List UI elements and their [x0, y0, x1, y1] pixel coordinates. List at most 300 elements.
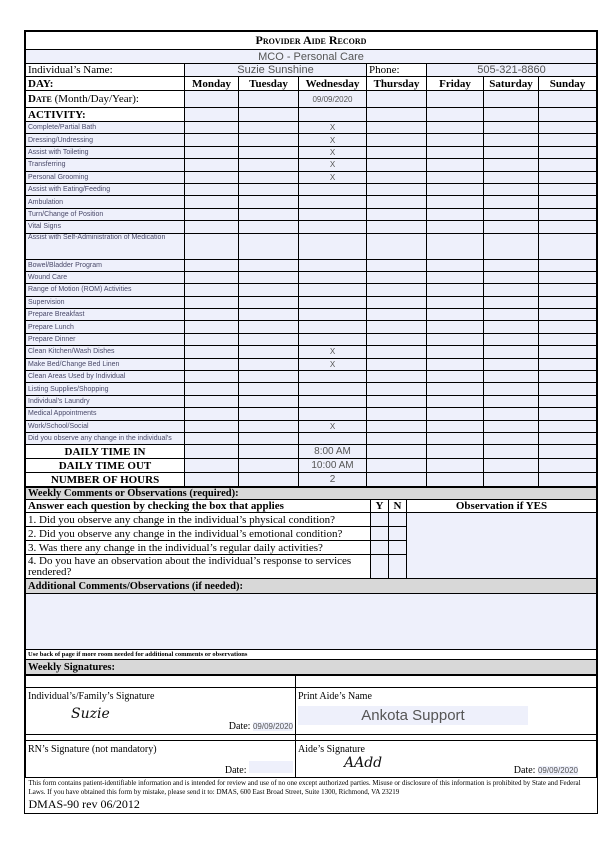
activity-checkbox[interactable] [239, 134, 299, 146]
activity-checkbox[interactable] [185, 383, 239, 395]
activity-row [26, 208, 597, 220]
activity-header-cell [367, 108, 427, 122]
activity-row [26, 432, 597, 444]
time-row-label: DAILY TIME OUT [26, 459, 185, 473]
activity-checkbox[interactable] [427, 408, 484, 420]
activity-checkbox[interactable] [367, 395, 427, 407]
observation-header: Observation if YES [407, 500, 597, 513]
activity-checkbox[interactable] [367, 259, 427, 271]
activity-checkbox[interactable] [427, 196, 484, 208]
activity-checkbox[interactable] [185, 221, 239, 233]
question-1: 1. Did you observe any change in the individual’s physical condition? [26, 513, 371, 527]
activity-checkbox[interactable] [367, 122, 427, 134]
activity-checkbox[interactable] [185, 122, 239, 134]
activity-checkbox[interactable] [539, 221, 597, 233]
activity-checkbox[interactable] [299, 408, 367, 420]
activity-label: Prepare Lunch [26, 321, 185, 333]
day-header-thursday: Thursday [367, 77, 427, 91]
time-field[interactable] [185, 473, 239, 487]
activity-checkbox[interactable] [185, 271, 239, 283]
activity-checkbox[interactable] [239, 171, 299, 183]
activity-header-cell [539, 108, 597, 122]
activity-header-cell [427, 108, 484, 122]
activity-checkbox[interactable] [367, 183, 427, 195]
rn-date-field[interactable] [249, 761, 293, 773]
activity-checkbox[interactable] [539, 371, 597, 383]
activity-checkbox[interactable] [539, 395, 597, 407]
activity-label: Clean Areas Used by Individual [26, 371, 185, 383]
activity-label: Clean Kitchen/Wash Dishes [26, 346, 185, 358]
activity-checkbox[interactable] [367, 309, 427, 321]
activity-checkbox[interactable] [484, 432, 539, 444]
family-signature-label: Individual’s/Family’s Signature [28, 691, 155, 703]
activity-checkbox[interactable] [185, 309, 239, 321]
time-row-label: DAILY TIME IN [26, 445, 185, 459]
activity-checkbox[interactable] [427, 233, 484, 259]
activity-checkbox[interactable]: X [299, 134, 367, 146]
activity-row [26, 196, 597, 208]
activity-checkbox[interactable] [484, 321, 539, 333]
activity-checkbox[interactable] [239, 159, 299, 171]
activity-checkbox[interactable] [367, 196, 427, 208]
activity-checkbox[interactable] [367, 346, 427, 358]
activity-checkbox[interactable] [539, 333, 597, 345]
activity-checkbox[interactable] [484, 221, 539, 233]
activity-checkbox[interactable] [239, 309, 299, 321]
activity-checkbox[interactable] [185, 321, 239, 333]
activity-checkbox[interactable] [367, 208, 427, 220]
activity-checkbox[interactable] [539, 259, 597, 271]
activity-checkbox[interactable] [539, 358, 597, 370]
activity-checkbox[interactable] [484, 383, 539, 395]
time-field[interactable] [367, 445, 427, 459]
rn-date [225, 761, 293, 776]
activity-checkbox[interactable] [484, 346, 539, 358]
activity-checkbox[interactable] [239, 346, 299, 358]
activity-checkbox[interactable] [367, 296, 427, 308]
activity-checkbox[interactable] [239, 432, 299, 444]
activity-checkbox[interactable] [185, 196, 239, 208]
activity-checkbox[interactable] [539, 296, 597, 308]
aide-signature-label: Aide’s Signature [298, 744, 365, 756]
time-field[interactable] [539, 459, 597, 473]
spacer-cell [296, 676, 597, 688]
time-field[interactable] [484, 445, 539, 459]
time-field[interactable] [539, 445, 597, 459]
individual-name-field[interactable]: Suzie Sunshine [185, 64, 367, 77]
activity-checkbox[interactable] [539, 309, 597, 321]
q4-yes-box[interactable] [371, 555, 389, 579]
activity-checkbox[interactable]: X [299, 346, 367, 358]
activity-checkbox[interactable] [299, 309, 367, 321]
q1-yes-box[interactable] [371, 513, 389, 527]
activity-checkbox[interactable] [427, 358, 484, 370]
activity-checkbox[interactable] [427, 208, 484, 220]
activity-checkbox[interactable] [239, 408, 299, 420]
activity-checkbox[interactable] [239, 321, 299, 333]
activity-checkbox[interactable] [484, 408, 539, 420]
activity-row [26, 221, 597, 233]
activity-label: Medical Appointments [26, 408, 185, 420]
activity-row [26, 333, 597, 345]
activity-checkbox[interactable] [367, 333, 427, 345]
activity-row [26, 233, 597, 259]
time-field[interactable] [367, 459, 427, 473]
activity-row [26, 408, 597, 420]
activity-checkbox[interactable] [427, 420, 484, 432]
activity-checkbox[interactable] [539, 134, 597, 146]
activity-checkbox[interactable] [185, 146, 239, 158]
activity-checkbox[interactable] [539, 146, 597, 158]
activity-checkbox[interactable] [539, 284, 597, 296]
activity-row [26, 171, 597, 183]
activity-row [26, 383, 597, 395]
activity-row [26, 259, 597, 271]
activity-checkbox[interactable] [185, 432, 239, 444]
time-row-label: NUMBER OF HOURS [26, 473, 185, 487]
activity-header-cell [484, 108, 539, 122]
activity-checkbox[interactable] [299, 333, 367, 345]
q1-no-box[interactable] [389, 513, 407, 527]
activity-checkbox[interactable] [427, 221, 484, 233]
activity-checkbox[interactable] [484, 309, 539, 321]
activity-checkbox[interactable] [427, 309, 484, 321]
activity-label: Personal Grooming [26, 171, 185, 183]
activity-checkbox[interactable] [367, 284, 427, 296]
activity-row [26, 309, 597, 321]
activity-checkbox[interactable] [185, 208, 239, 220]
activity-checkbox[interactable] [239, 259, 299, 271]
q4-no-box[interactable] [389, 555, 407, 579]
activity-checkbox[interactable] [239, 284, 299, 296]
q2-yes-box[interactable] [371, 527, 389, 541]
activity-label: Individual's Laundry [26, 395, 185, 407]
activity-checkbox[interactable] [299, 271, 367, 283]
activity-label: Listing Supplies/Shopping [26, 383, 185, 395]
phone-field[interactable]: 505-321-8860 [427, 64, 597, 77]
activity-row [26, 146, 597, 158]
time-field[interactable] [427, 445, 484, 459]
time-field[interactable] [239, 473, 299, 487]
aide-signature-cell [296, 741, 597, 778]
activity-checkbox[interactable] [427, 122, 484, 134]
activity-checkbox[interactable] [239, 333, 299, 345]
activity-checkbox[interactable]: X [299, 146, 367, 158]
activity-checkbox[interactable] [484, 196, 539, 208]
activity-checkbox[interactable] [484, 358, 539, 370]
activity-row [26, 395, 597, 407]
date-label [26, 91, 185, 108]
day-header-tuesday: Tuesday [239, 77, 299, 91]
activity-checkbox[interactable] [427, 271, 484, 283]
activity-checkbox[interactable] [539, 122, 597, 134]
time-field[interactable]: 2 [299, 473, 367, 487]
activity-checkbox[interactable] [367, 171, 427, 183]
activity-checkbox[interactable] [367, 408, 427, 420]
activity-checkbox[interactable] [299, 432, 367, 444]
activity-checkbox[interactable] [427, 371, 484, 383]
activity-checkbox[interactable] [239, 296, 299, 308]
family-signature[interactable]: Suzie [71, 706, 110, 723]
q3-yes-box[interactable] [371, 541, 389, 555]
activity-checkbox[interactable] [484, 259, 539, 271]
activity-checkbox[interactable] [239, 146, 299, 158]
observation-field[interactable] [407, 513, 597, 579]
activity-row [26, 296, 597, 308]
activity-checkbox[interactable] [299, 259, 367, 271]
activity-checkbox[interactable] [367, 371, 427, 383]
activity-checkbox[interactable] [299, 183, 367, 195]
activity-label: Complete/Partial Bath [26, 122, 185, 134]
individual-name-label: Individual’s Name: [26, 64, 185, 77]
activity-checkbox[interactable] [539, 171, 597, 183]
activity-checkbox[interactable] [239, 208, 299, 220]
activity-checkbox[interactable] [427, 432, 484, 444]
date-field-friday[interactable] [427, 91, 484, 108]
activity-label: Transferring [26, 159, 185, 171]
time-field[interactable] [427, 473, 484, 487]
activity-checkbox[interactable] [484, 371, 539, 383]
activity-checkbox[interactable] [427, 146, 484, 158]
back-page-note: Use back of page if more room needed for additional comments or observations [26, 650, 597, 660]
activity-checkbox[interactable] [239, 371, 299, 383]
activity-checkbox[interactable] [185, 134, 239, 146]
activity-checkbox[interactable] [239, 383, 299, 395]
activity-checkbox[interactable] [299, 196, 367, 208]
activity-checkbox[interactable]: X [299, 171, 367, 183]
weekly-signatures-header: Weekly Signatures: [26, 660, 597, 675]
activity-checkbox[interactable] [539, 321, 597, 333]
activity-checkbox[interactable]: X [299, 122, 367, 134]
activity-checkbox[interactable] [484, 134, 539, 146]
activity-checkbox[interactable] [239, 122, 299, 134]
time-field[interactable] [539, 473, 597, 487]
activity-label: Turn/Change of Position [26, 208, 185, 220]
activity-checkbox[interactable] [239, 221, 299, 233]
date-field-tuesday[interactable] [239, 91, 299, 108]
date-field-thursday[interactable] [367, 91, 427, 108]
activity-checkbox[interactable] [427, 171, 484, 183]
activity-checkbox[interactable] [484, 183, 539, 195]
time-row [26, 445, 597, 459]
activity-row [26, 159, 597, 171]
activity-checkbox[interactable] [539, 208, 597, 220]
activity-checkbox[interactable] [427, 159, 484, 171]
disclaimer: This form contains patient-identifiable information and is intended for review and use of no one except authorized parties. Misuse or disclosure of this information is prohibited by State and Federal Laws. If you have obtained this form by mistake, please send it to: DMAS, 600 East Broad Street, Suite 1300, Richmond, VA 23219 [28, 779, 581, 797]
activity-row [26, 346, 597, 358]
activity-checkbox[interactable] [185, 159, 239, 171]
additional-comments-field[interactable] [26, 594, 597, 650]
activity-checkbox[interactable] [539, 196, 597, 208]
date-label-rest: (Month/Day/Year): [51, 93, 139, 105]
activity-checkbox[interactable] [427, 284, 484, 296]
date-field-monday[interactable] [185, 91, 239, 108]
activity-checkbox[interactable] [185, 346, 239, 358]
activity-checkbox[interactable] [367, 383, 427, 395]
date-field-wednesday[interactable]: 09/09/2020 [299, 91, 367, 108]
activity-label: Ambulation [26, 196, 185, 208]
time-field[interactable] [367, 473, 427, 487]
activity-checkbox[interactable] [299, 383, 367, 395]
activity-checkbox[interactable] [299, 221, 367, 233]
activity-checkbox[interactable] [367, 358, 427, 370]
activity-checkbox[interactable] [367, 321, 427, 333]
activity-checkbox[interactable] [367, 159, 427, 171]
activity-checkbox[interactable] [484, 122, 539, 134]
activity-checkbox[interactable] [539, 233, 597, 259]
date-field-sunday[interactable] [539, 91, 597, 108]
activity-row [26, 271, 597, 283]
activity-checkbox[interactable] [299, 296, 367, 308]
activity-checkbox[interactable]: X [299, 420, 367, 432]
activity-checkbox[interactable] [185, 259, 239, 271]
activity-checkbox[interactable] [427, 333, 484, 345]
program-field[interactable]: MCO - Personal Care [26, 50, 597, 64]
print-aide-label: Print Aide’s Name [298, 691, 372, 703]
activity-checkbox[interactable] [367, 146, 427, 158]
form-id: DMAS-90 rev 06/2012 [28, 797, 140, 812]
activity-label: Work/School/Social [26, 420, 185, 432]
weekly-grid [25, 31, 597, 487]
activity-checkbox[interactable] [484, 420, 539, 432]
time-field[interactable] [185, 445, 239, 459]
time-field[interactable] [484, 473, 539, 487]
activity-checkbox[interactable] [185, 183, 239, 195]
activity-label: Did you observe any change in the individual's [26, 432, 185, 444]
activity-checkbox[interactable] [299, 395, 367, 407]
activity-header-cell [239, 108, 299, 122]
activity-checkbox[interactable] [539, 159, 597, 171]
activity-checkbox[interactable] [239, 271, 299, 283]
date-field-saturday[interactable] [484, 91, 539, 108]
aide-signature[interactable]: AAdd [344, 755, 383, 772]
activity-checkbox[interactable] [484, 208, 539, 220]
rn-signature-label: RN’s Signature (not mandatory) [28, 744, 157, 756]
activity-checkbox[interactable] [367, 432, 427, 444]
activity-checkbox[interactable] [539, 383, 597, 395]
activity-checkbox[interactable] [239, 196, 299, 208]
day-header-friday: Friday [427, 77, 484, 91]
activity-checkbox[interactable] [185, 171, 239, 183]
activity-checkbox[interactable] [299, 321, 367, 333]
activity-checkbox[interactable] [427, 383, 484, 395]
activity-label: Vital Signs [26, 221, 185, 233]
day-label: DAY: [26, 77, 185, 91]
family-date-field[interactable]: 09/09/2020 [252, 722, 293, 732]
time-field[interactable] [484, 459, 539, 473]
day-header-saturday: Saturday [484, 77, 539, 91]
activity-checkbox[interactable] [367, 271, 427, 283]
activity-checkbox[interactable] [185, 395, 239, 407]
activity-label: Supervision [26, 296, 185, 308]
aide-name-field[interactable]: Ankota Support [298, 706, 528, 725]
time-field[interactable] [427, 459, 484, 473]
q3-no-box[interactable] [389, 541, 407, 555]
activity-checkbox[interactable] [539, 346, 597, 358]
time-row [26, 459, 597, 473]
activity-label: Assist with Self-Administration of Medication [26, 233, 185, 259]
activity-checkbox[interactable] [427, 321, 484, 333]
question-4: 4. Do you have an observation about the individual’s response to services rendered? [26, 555, 371, 579]
activity-checkbox[interactable] [427, 259, 484, 271]
activity-checkbox[interactable] [185, 358, 239, 370]
activity-checkbox[interactable] [299, 371, 367, 383]
day-header-monday: Monday [185, 77, 239, 91]
yes-header: Y [371, 500, 389, 513]
activity-checkbox[interactable] [239, 233, 299, 259]
time-row [26, 473, 597, 487]
time-field[interactable] [239, 445, 299, 459]
activity-checkbox[interactable] [427, 395, 484, 407]
activity-checkbox[interactable] [484, 395, 539, 407]
phone-label: Phone: [367, 64, 427, 77]
activity-checkbox[interactable] [239, 358, 299, 370]
activity-row [26, 134, 597, 146]
activity-checkbox[interactable] [239, 395, 299, 407]
activity-checkbox[interactable] [367, 221, 427, 233]
activity-checkbox[interactable] [484, 333, 539, 345]
activity-checkbox[interactable] [484, 159, 539, 171]
date-label: Date: [513, 765, 536, 777]
q2-no-box[interactable] [389, 527, 407, 541]
print-aide-cell [296, 688, 597, 735]
activity-checkbox[interactable] [427, 183, 484, 195]
time-field[interactable] [185, 459, 239, 473]
activity-checkbox[interactable] [299, 208, 367, 220]
activity-checkbox[interactable] [484, 296, 539, 308]
activity-checkbox[interactable] [484, 233, 539, 259]
activity-checkbox[interactable] [185, 333, 239, 345]
activity-checkbox[interactable] [185, 296, 239, 308]
activity-checkbox[interactable] [427, 346, 484, 358]
date-label: Date: [224, 765, 247, 777]
aide-date-field[interactable]: 09/09/2020 [537, 766, 578, 776]
family-signature-cell [26, 688, 296, 735]
activity-checkbox[interactable] [185, 408, 239, 420]
activity-checkbox[interactable] [539, 183, 597, 195]
time-field[interactable]: 10:00 AM [299, 459, 367, 473]
activity-checkbox[interactable] [367, 420, 427, 432]
activity-checkbox[interactable] [539, 432, 597, 444]
activity-checkbox[interactable] [185, 420, 239, 432]
activity-checkbox[interactable] [539, 408, 597, 420]
activity-checkbox[interactable] [367, 134, 427, 146]
activity-checkbox[interactable] [484, 271, 539, 283]
activity-checkbox[interactable] [484, 146, 539, 158]
activity-checkbox[interactable] [427, 134, 484, 146]
time-field[interactable] [239, 459, 299, 473]
activity-checkbox[interactable] [185, 371, 239, 383]
time-field[interactable]: 8:00 AM [299, 445, 367, 459]
activity-checkbox[interactable] [367, 233, 427, 259]
activity-checkbox[interactable] [484, 284, 539, 296]
aide-date [514, 765, 578, 776]
activity-checkbox[interactable] [239, 183, 299, 195]
additional-comments-header: Additional Comments/Observations (if needed): [26, 579, 597, 594]
activity-checkbox[interactable] [539, 420, 597, 432]
activity-checkbox[interactable] [299, 233, 367, 259]
date-label-sc: Date [28, 93, 52, 105]
activity-checkbox[interactable] [484, 171, 539, 183]
activity-checkbox[interactable]: X [299, 358, 367, 370]
activity-checkbox[interactable] [185, 233, 239, 259]
activity-checkbox[interactable] [299, 284, 367, 296]
activity-checkbox[interactable] [185, 284, 239, 296]
activity-checkbox[interactable] [539, 271, 597, 283]
activity-checkbox[interactable] [239, 420, 299, 432]
activity-checkbox[interactable]: X [299, 159, 367, 171]
activity-checkbox[interactable] [427, 296, 484, 308]
